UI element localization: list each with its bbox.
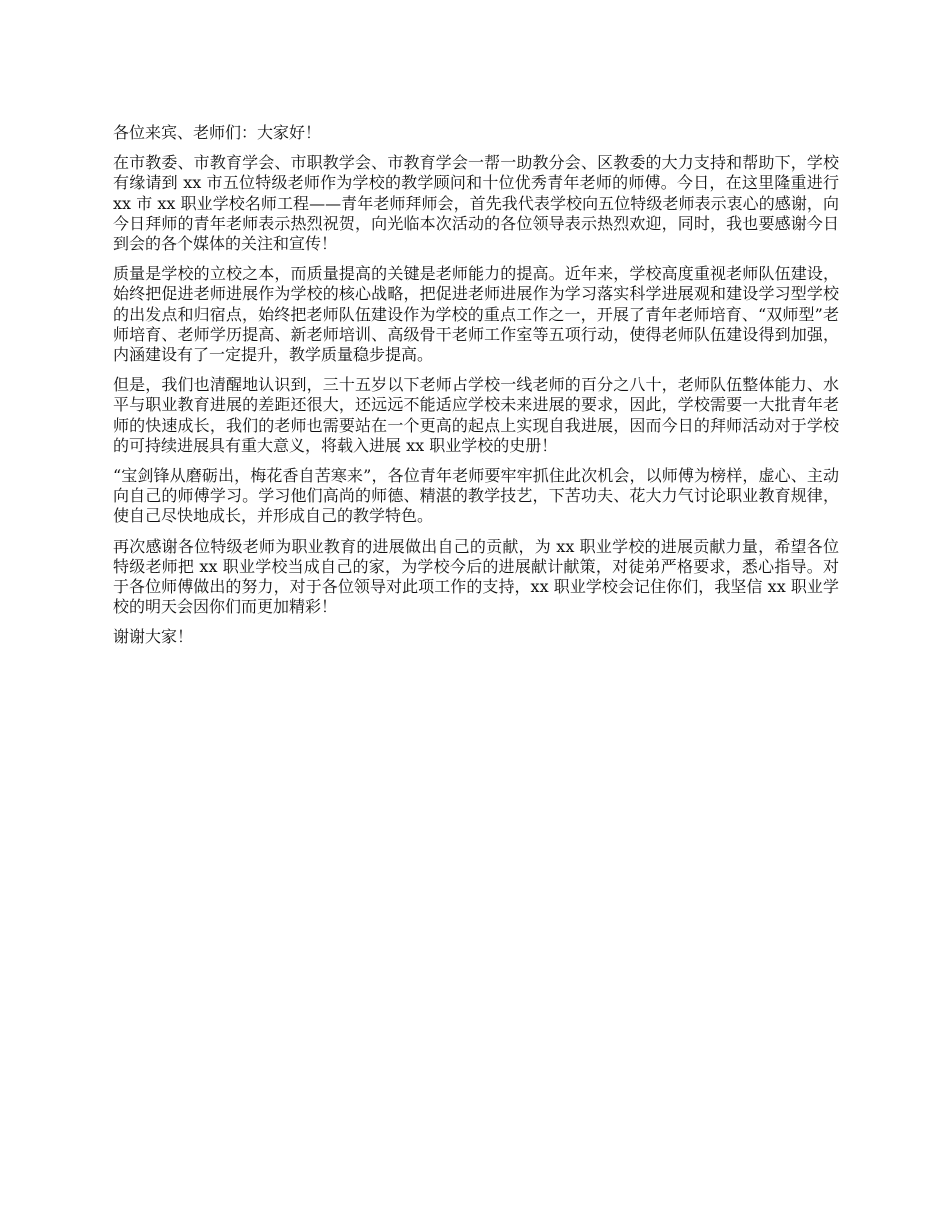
closing-line: 谢谢大家！ xyxy=(113,627,194,647)
paragraph-1: 在市教委、市教育学会、市职教学会、市教育学会一帮一助教分会、区教委的大力支持和帮助下，学校有缘请到 xx 市五位特级老师作为学校的教学顾问和十位优秀青年老师的师傅。今日，在这里隆重进行 xx 市 xx 职业学校名师工程——青年老师拜师会，首先我代表学校向五位特级老师表示衷心的感谢，向今日拜师的青年老师表示热烈祝贺，向光临本次活动的各位领导表示热烈欢迎，同时，我也要感谢今日到会的各个媒体的关注和宣传！ xyxy=(113,153,839,254)
paragraph-2: 质量是学校的立校之本，而质量提高的关键是老师能力的提高。近年来，学校高度重视老师队伍建设，始终把促进老师进展作为学校的核心战略，把促进老师进展作为学习落实科学进展观和建设学习型学校的出发点和归宿点，始终把老师队伍建设作为学校的重点工作之一，开展了青年老师培育、“双师型”老师培育、老师学历提高、新老师培训、高级骨干老师工作室等五项行动，使得老师队伍建设得到加强，内涵建设有了一定提升，教学质量稳步提高。 xyxy=(113,264,839,365)
document-page xyxy=(113,123,839,658)
paragraph-4: “宝剑锋从磨砺出，梅花香自苦寒来”，各位青年老师要牢牢抓住此次机会，以师傅为榜样，虚心、主动向自己的师傅学习。学习他们高尚的师德、精湛的教学技艺，下苦功夫、花大力气讨论职业教育规律，使自己尽快地成长，并形成自己的教学特色。 xyxy=(113,466,839,526)
paragraph-5: 再次感谢各位特级老师为职业教育的进展做出自己的贡献，为 xx 职业学校的进展贡献力量，希望各位特级老师把 xx 职业学校当成自己的家，为学校今后的进展献计献策，对徒弟严格要求，悉心指导。对于各位师傅做出的努力，对于各位领导对此项工作的支持，xx 职业学校会记住你们，我坚信 xx 职业学校的明天会因你们而更加精彩！ xyxy=(113,536,839,617)
paragraph-3: 但是，我们也清醒地认识到，三十五岁以下老师占学校一线老师的百分之八十，老师队伍整体能力、水平与职业教育进展的差距还很大，还远远不能适应学校未来进展的要求，因此，学校需要一大批青年老师的快速成长，我们的老师也需要站在一个更高的起点上实现自我进展，因而今日的拜师活动对于学校的可持续进展具有重大意义，将载入进展 xx 职业学校的史册！ xyxy=(113,375,839,455)
greeting-line: 各位来宾、老师们：大家好！ xyxy=(113,123,322,142)
